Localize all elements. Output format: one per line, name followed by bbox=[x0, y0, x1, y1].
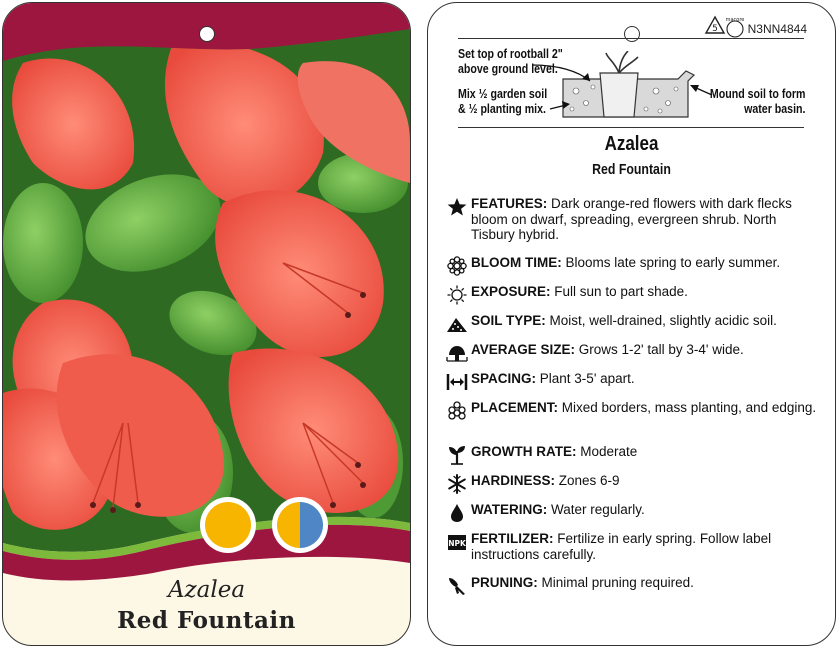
attribute-spacing bbox=[446, 371, 818, 393]
arrow-icon bbox=[548, 97, 578, 117]
sun-part-shade-icon bbox=[272, 497, 328, 553]
attribute-label: GROWTH RATE: bbox=[471, 444, 577, 459]
star-icon bbox=[446, 196, 468, 218]
plant-size-icon bbox=[446, 342, 468, 364]
attribute-value: Minimal pruning required. bbox=[541, 575, 694, 590]
attribute-growth-rate bbox=[446, 444, 818, 466]
front-common-name: Azalea bbox=[167, 577, 246, 603]
front-variety-name: Red Fountain bbox=[117, 607, 296, 634]
attribute-label: PRUNING: bbox=[471, 575, 538, 590]
attribute-average-size bbox=[446, 342, 818, 364]
full-sun-icon bbox=[200, 497, 256, 553]
attribute-label: PLACEMENT: bbox=[471, 400, 558, 415]
arrow-icon bbox=[686, 81, 716, 101]
attribute-value: Moderate bbox=[580, 444, 638, 459]
npk-fertilizer-icon bbox=[446, 531, 468, 553]
attribute-hardiness bbox=[446, 473, 818, 495]
attribute-placement bbox=[446, 400, 818, 422]
attribute-value: Full sun to part shade. bbox=[554, 284, 688, 299]
back-variety-name: Red Fountain bbox=[592, 162, 671, 178]
planting-mix-note: Mix ½ garden soil & ½ planting mix. bbox=[458, 87, 548, 116]
attribute-label: SPACING: bbox=[471, 371, 537, 386]
front-artwork bbox=[3, 3, 410, 645]
flower-icon bbox=[446, 255, 468, 277]
diagram-bottom-rule bbox=[458, 127, 804, 128]
attribute-label: SOIL TYPE: bbox=[471, 313, 546, 328]
attribute-soil-type bbox=[446, 313, 818, 335]
snowflake-icon bbox=[446, 473, 468, 495]
growth-sprout-icon bbox=[446, 444, 468, 466]
attribute-label: AVERAGE SIZE: bbox=[471, 342, 576, 357]
back-tag bbox=[427, 2, 836, 646]
attribute-label: EXPOSURE: bbox=[471, 284, 551, 299]
water-drop-icon bbox=[446, 502, 468, 524]
placement-icon bbox=[446, 400, 468, 422]
attribute-label: BLOOM TIME: bbox=[471, 255, 562, 270]
planting-mound-note: Mound soil to form water basin. bbox=[709, 87, 805, 116]
svg-text:macore: macore bbox=[725, 17, 744, 23]
spacing-arrows-icon bbox=[446, 371, 468, 393]
attribute-features bbox=[446, 196, 818, 243]
pruning-shears-icon bbox=[446, 575, 468, 597]
attribute-bloom-time bbox=[446, 255, 818, 277]
attribute-value: Water regularly. bbox=[551, 502, 645, 517]
attribute-label: WATERING: bbox=[471, 502, 548, 517]
svg-text:NPK: NPK bbox=[448, 539, 466, 548]
attribute-value: Fertilize in early spring. Follow label instructions carefully. bbox=[471, 531, 772, 562]
attribute-exposure bbox=[446, 284, 818, 306]
attribute-value: Mixed borders, mass planting, and edging. bbox=[561, 400, 817, 415]
product-code: N3NN4844 bbox=[747, 22, 807, 36]
attribute-pruning bbox=[446, 575, 818, 597]
back-common-name: Azalea bbox=[604, 133, 659, 155]
planting-top-note: Set top of rootball 2" above ground level. bbox=[458, 47, 563, 76]
attribute-value: Zones 6-9 bbox=[558, 473, 620, 488]
attribute-watering bbox=[446, 502, 818, 524]
attribute-value: Blooms late spring to early summer. bbox=[565, 255, 781, 270]
hang-hole bbox=[199, 26, 215, 42]
attribute-value: Moist, well-drained, slightly acidic soil. bbox=[549, 313, 777, 328]
diagram-top-rule bbox=[458, 38, 804, 39]
soil-pile-icon bbox=[446, 313, 468, 335]
attribute-label: HARDINESS: bbox=[471, 473, 556, 488]
attribute-fertilizer bbox=[446, 531, 818, 562]
attribute-value: Grows 1-2' tall by 3-4' wide. bbox=[578, 342, 744, 357]
attribute-label: FERTILIZER: bbox=[471, 531, 554, 546]
attribute-value: Plant 3-5' apart. bbox=[539, 371, 635, 386]
attribute-value: Dark orange-red flowers with dark flecks bloom on dwarf, spreading, evergreen shrub. North Tisbury hybrid. bbox=[471, 196, 792, 242]
front-tag bbox=[2, 2, 411, 646]
svg-text:5: 5 bbox=[712, 24, 718, 34]
sun-outline-icon bbox=[446, 284, 468, 306]
hang-hole bbox=[624, 26, 640, 42]
attribute-label: FEATURES: bbox=[471, 196, 548, 211]
